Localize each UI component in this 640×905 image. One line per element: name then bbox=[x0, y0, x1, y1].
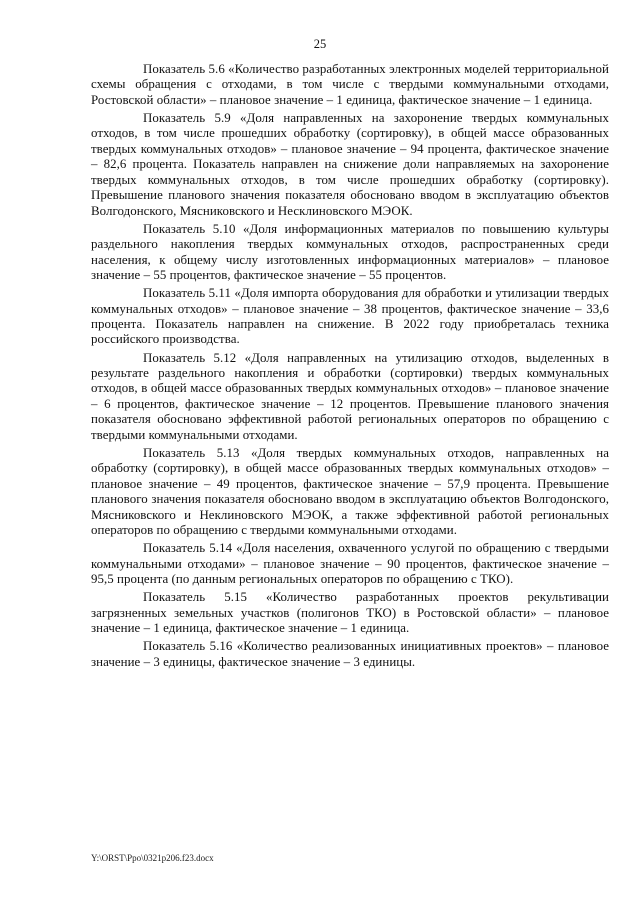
paragraph-indicator-5-6: Показатель 5.6 «Количество разработанных электронных моделей территориальной схемы обращения с отходами, в том числе с твердыми коммунальными отходами, Ростовской области» – плановое значение – 1 единица, фактическое значение – 1 единица. bbox=[91, 62, 609, 107]
page-number: 25 bbox=[313, 37, 327, 51]
document-body bbox=[91, 62, 609, 673]
paragraph-indicator-5-15: Показатель 5.15 «Количество разработанных проектов рекультивации загрязненных земельных участков (полигонов ТКО) в Ростовской области» – плановое значение – 1 единица, фактическое значение – 1 единица. bbox=[91, 590, 609, 636]
paragraph-indicator-5-9: Показатель 5.9 «Доля направленных на захоронение твердых коммунальных отходов, в том числе прошедших обработку (сортировку), в общей массе образованных твердых коммунальных отходов» – плановое значение – 94 процента, фактическое значение – 82,6 процента. Показатель направлен на снижение доли направляемых на захоронение твердых коммунальных отходов, в том числе прошедших обработку (сортировку). Превышение планового значения показателя обосновано вводом в эксплуатацию объектов Волгодонского, Мясниковского и Несклиновского МЭОК. bbox=[91, 110, 609, 218]
paragraph-indicator-5-11: Показатель 5.11 «Доля импорта оборудования для обработки и утилизации твердых коммунальных отходов» – плановое значение – 38 процентов, фактическое значение – 33,6 процента. Показатель направлен на снижение. В 2022 году приобреталась техника российского производства. bbox=[91, 286, 609, 347]
file-path-footer: Y:\ORST\Ppo\0321p206.f23.docx bbox=[91, 853, 214, 863]
paragraph-indicator-5-16: Показатель 5.16 «Количество реализованных инициативных проектов» – плановое значение – 3 единицы, фактическое значение – 3 единицы. bbox=[91, 639, 609, 669]
paragraph-indicator-5-14: Показатель 5.14 «Доля населения, охваченного услугой по обращению с твердыми коммунальными отходами» – плановое значение – 90 процентов, фактическое значение – 95,5 процента (по данным региональных операторов по обращению с ТКО). bbox=[91, 541, 609, 587]
paragraph-indicator-5-12: Показатель 5.12 «Доля направленных на утилизацию отходов, выделенных в результате раздельного накопления и обработки (сортировки) твердых коммунальных отходов, в общей массе образованных твердых коммунальных отходов» – плановое значение – 6 процентов, фактическое значение – 12 процентов. Превышение планового значения показателя обосновано эффективной работой региональных операторов по обращению с твердыми коммунальными отходами. bbox=[91, 350, 609, 442]
paragraph-indicator-5-10: Показатель 5.10 «Доля информационных материалов по повышению культуры раздельного накопления твердых коммунальных отходов, распространенных среди населения, к общему числу изготовленных информационных материалов» – плановое значение – 55 процентов, фактическое значение – 55 процентов. bbox=[91, 221, 609, 283]
paragraph-indicator-5-13: Показатель 5.13 «Доля твердых коммунальных отходов, направленных на обработку (сортировку), в общей массе образованных твердых коммунальных отходов» – плановое значение – 49 процентов, фактическое значение – 57,9 процента. Превышение планового значения показателя обосновано вводом в эксплуатацию объектов Волгодонского, Мясниковского и Неклиновского МЭОК, а также эффективной работой региональных операторов по обращению с твердыми коммунальными отходами. bbox=[91, 445, 609, 538]
